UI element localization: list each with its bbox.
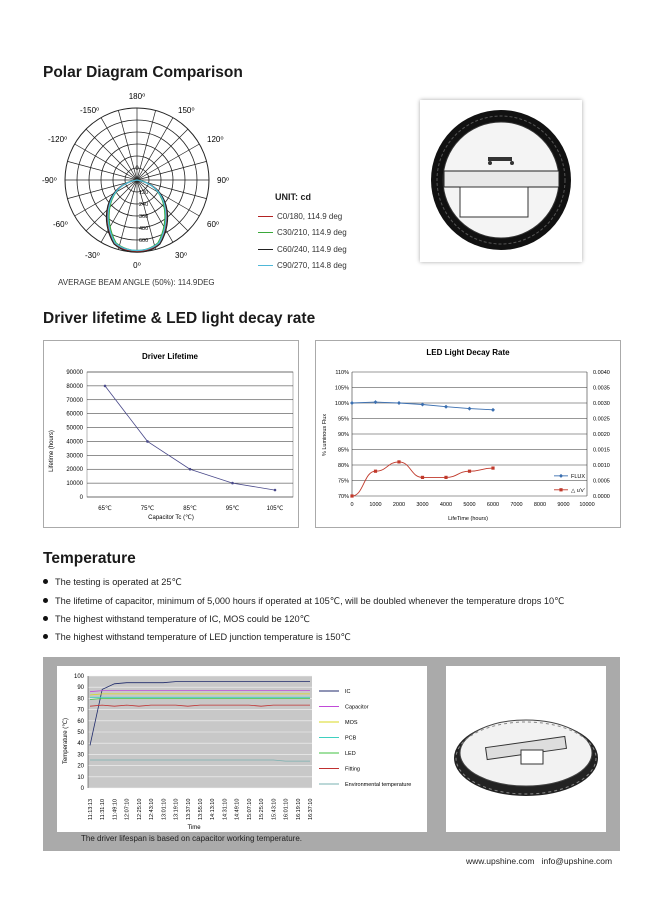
y-tick-label-left: 90% bbox=[337, 432, 349, 438]
legend-label: C90/270, 114.8 deg bbox=[277, 261, 347, 270]
x-tick-label: 12:25:10 bbox=[136, 798, 143, 820]
x-tick-label: 65℃ bbox=[98, 506, 112, 512]
data-point-uv bbox=[421, 476, 424, 479]
legend-label: IC bbox=[345, 689, 351, 695]
data-point-uv bbox=[374, 470, 377, 473]
y-tick-label: 90 bbox=[77, 685, 84, 692]
temperature-bullet bbox=[43, 614, 310, 625]
bullet-text: The testing is operated at 25℃ bbox=[55, 577, 182, 587]
y-tick-label-right: 0.0000 bbox=[593, 494, 610, 500]
data-point-flux bbox=[468, 407, 472, 411]
y-tick-label-left: 100% bbox=[334, 401, 349, 407]
polar-spoke bbox=[137, 129, 188, 180]
x-tick-label: 12:43:10 bbox=[149, 798, 156, 820]
bullet-dot bbox=[43, 579, 48, 584]
temperature-section-title: Temperature bbox=[43, 550, 136, 567]
y-tick-label-right: 0.0025 bbox=[593, 416, 610, 423]
polar-legend-item bbox=[258, 228, 347, 237]
y-tick-label: 20000 bbox=[66, 467, 83, 474]
polar-section-title: Polar Diagram Comparison bbox=[43, 64, 243, 81]
x-axis-label: LifeTime (hours) bbox=[448, 516, 488, 522]
y-tick-label-left: 80% bbox=[337, 463, 349, 469]
x-tick-label: 13:01:10 bbox=[161, 798, 168, 820]
polar-diagram bbox=[40, 88, 250, 278]
driver-lifetime-panel bbox=[43, 340, 299, 528]
chart-title: Driver Lifetime bbox=[141, 352, 199, 361]
x-tick-label: 13:55:10 bbox=[198, 798, 204, 820]
legend-marker bbox=[559, 488, 562, 491]
x-tick-label: 13:37:10 bbox=[185, 798, 192, 820]
bullet-dot bbox=[43, 598, 48, 603]
x-tick-label: 15:43:10 bbox=[271, 798, 278, 820]
y-tick-label: 60000 bbox=[66, 411, 83, 418]
polar-angle-label: 150⁰ bbox=[178, 106, 195, 115]
x-tick-label: 9000 bbox=[557, 502, 570, 508]
polar-angle-label: -30⁰ bbox=[85, 251, 100, 260]
x-tick-label: 8000 bbox=[533, 502, 547, 508]
x-tick-label: 13:19:10 bbox=[173, 798, 180, 820]
legend-label: MOS bbox=[345, 720, 358, 726]
data-point bbox=[274, 489, 277, 492]
y-tick-label: 80000 bbox=[66, 383, 83, 390]
legend-swatch bbox=[258, 232, 273, 233]
data-point-flux bbox=[350, 401, 354, 405]
y-tick-label: 10000 bbox=[66, 481, 83, 488]
y-axis-label: Lifetime (hours) bbox=[49, 430, 55, 472]
polar-angle-label: 30⁰ bbox=[175, 251, 188, 260]
y-tick-label-right: 0.0030 bbox=[593, 401, 610, 407]
data-point-flux bbox=[374, 400, 378, 404]
legend-label: LED bbox=[345, 751, 356, 757]
legend-marker bbox=[559, 474, 563, 478]
y-tick-label-right: 0.0020 bbox=[593, 432, 610, 438]
y-tick-label: 60 bbox=[77, 718, 84, 725]
bullet-text: The lifetime of capacitor, minimum of 5,000 hours if operated at 105℃, will be doubled whenever the temperature drops 10℃ bbox=[55, 596, 565, 606]
y-tick-label-left: 110% bbox=[335, 370, 349, 376]
legend-label: Environmental temperature bbox=[345, 782, 412, 788]
y-tick-label: 70000 bbox=[66, 397, 83, 404]
x-tick-label: 7000 bbox=[510, 502, 523, 508]
y-tick-label: 0 bbox=[79, 495, 83, 501]
data-point-uv bbox=[468, 470, 471, 473]
y-tick-label-right: 0.0015 bbox=[593, 447, 610, 454]
legend-swatch bbox=[258, 216, 273, 217]
x-tick-label: 16:37:10 bbox=[308, 798, 314, 820]
y-tick-label: 50000 bbox=[66, 425, 83, 432]
polar-spoke bbox=[86, 180, 137, 231]
polar-angle-label: -90⁰ bbox=[42, 176, 57, 185]
y-tick-label: 70 bbox=[77, 707, 84, 714]
x-tick-label: 10000 bbox=[579, 502, 595, 508]
polar-radial-label: 120 bbox=[139, 190, 149, 196]
data-point bbox=[146, 440, 149, 443]
y-tick-label-right: 0.0040 bbox=[593, 370, 610, 376]
y-tick-label: 40000 bbox=[66, 439, 83, 446]
temperature-test-band bbox=[43, 657, 620, 851]
temperature-footnote: The driver lifespan is based on capacitor working temperature. bbox=[81, 834, 302, 843]
x-tick-label: 1000 bbox=[369, 502, 382, 508]
polar-radial-label: 480 bbox=[139, 226, 149, 232]
polar-angle-label: 180⁰ bbox=[128, 92, 146, 101]
y-tick-label: 100 bbox=[73, 674, 84, 680]
legend-label: C30/210, 114.9 deg bbox=[277, 228, 347, 237]
x-tick-label: 11:13:13 bbox=[88, 798, 94, 820]
x-tick-label: 11:31:10 bbox=[100, 798, 107, 820]
polar-radial-label: 360 bbox=[139, 214, 149, 220]
y-tick-label: 90000 bbox=[66, 370, 83, 376]
polar-angle-label: -120⁰ bbox=[48, 135, 68, 144]
y-axis-label: % Luminous Flux bbox=[322, 413, 328, 457]
polar-angle-label: 0⁰ bbox=[133, 261, 141, 270]
x-tick-label: 16:19:10 bbox=[295, 798, 302, 820]
legend-label: Capacitor bbox=[345, 704, 369, 711]
x-tick-label: 14:31:10 bbox=[222, 798, 229, 820]
polar-legend-item bbox=[258, 261, 347, 270]
data-point-flux bbox=[397, 401, 401, 405]
temperature-bullet bbox=[43, 577, 182, 588]
legend-label: FLUX bbox=[571, 473, 586, 480]
y-tick-label-left: 70% bbox=[337, 494, 349, 500]
legend-label: △ u'v' bbox=[571, 487, 585, 494]
polar-spoke bbox=[101, 118, 137, 180]
fixture-angle-view-illustration bbox=[446, 666, 606, 832]
polar-spoke bbox=[137, 118, 173, 180]
y-tick-label: 30 bbox=[77, 752, 84, 759]
data-point bbox=[231, 482, 234, 485]
x-tick-label: 14:13:10 bbox=[210, 798, 217, 820]
x-axis-label: Time bbox=[187, 825, 201, 831]
temperature-bullet bbox=[43, 596, 564, 607]
bullet-text: The highest withstand temperature of LED junction temperature is 150℃ bbox=[55, 632, 351, 642]
y-tick-label: 50 bbox=[77, 730, 84, 736]
fixture-top-view-illustration bbox=[420, 100, 582, 262]
polar-spoke bbox=[137, 180, 199, 216]
polar-spoke bbox=[75, 144, 137, 180]
polar-spoke bbox=[86, 129, 137, 180]
x-tick-label: 16:01:10 bbox=[283, 798, 290, 820]
led-decay-chart bbox=[316, 341, 620, 527]
polar-angle-label: -150⁰ bbox=[80, 106, 100, 115]
product-photo-angle bbox=[446, 666, 606, 832]
footer-contact: www.upshine.com info@upshine.com bbox=[466, 856, 613, 866]
data-point-uv bbox=[444, 476, 447, 479]
temperature-bullet bbox=[43, 632, 351, 643]
data-point-uv bbox=[491, 467, 494, 470]
polar-center-label: 0 bbox=[135, 166, 139, 172]
x-tick-label: 4000 bbox=[439, 502, 453, 508]
led-decay-panel bbox=[315, 340, 621, 528]
y-tick-label: 40 bbox=[77, 741, 84, 748]
legend-label: PCB bbox=[345, 735, 357, 742]
y-tick-label: 80 bbox=[77, 696, 84, 703]
polar-spoke bbox=[75, 180, 137, 216]
driver-lifetime-chart bbox=[44, 341, 298, 527]
x-tick-label: 75℃ bbox=[140, 506, 155, 512]
y-axis-label: Temperature (℃) bbox=[63, 717, 69, 765]
y-tick-label-left: 95% bbox=[337, 416, 349, 423]
y-tick-label-right: 0.0035 bbox=[593, 385, 610, 392]
polar-radial-label: 240 bbox=[139, 202, 149, 208]
data-point-flux bbox=[444, 405, 448, 409]
legend-swatch bbox=[258, 265, 273, 266]
unit-label: UNIT: cd bbox=[275, 192, 311, 202]
y-tick-label-left: 105% bbox=[334, 385, 349, 392]
legend-label: C60/240, 114.9 deg bbox=[277, 245, 347, 254]
x-tick-label: 3000 bbox=[416, 502, 429, 508]
x-tick-label: 85℃ bbox=[183, 506, 197, 512]
data-point-flux bbox=[491, 408, 495, 412]
lifetime-section-title: Driver lifetime & LED light decay rate bbox=[43, 310, 316, 327]
polar-angle-label: 60⁰ bbox=[207, 220, 220, 229]
polar-legend-item bbox=[258, 245, 347, 254]
plot-area bbox=[87, 372, 293, 497]
x-tick-label: 15:25:10 bbox=[259, 798, 266, 820]
data-point bbox=[189, 468, 192, 471]
x-tick-label: 6000 bbox=[486, 502, 500, 508]
temperature-chart bbox=[57, 666, 427, 832]
bullet-dot bbox=[43, 616, 48, 621]
legend-label: C0/180, 114.9 deg bbox=[277, 212, 343, 221]
y-tick-label: 30000 bbox=[66, 453, 83, 460]
x-tick-label: 2000 bbox=[392, 502, 406, 508]
polar-angle-label: 90⁰ bbox=[217, 176, 230, 185]
x-tick-label: 105℃ bbox=[266, 506, 284, 512]
x-tick-label: 15:07:10 bbox=[246, 798, 253, 820]
chart-title: LED Light Decay Rate bbox=[426, 348, 510, 357]
y-tick-label: 20 bbox=[77, 763, 84, 770]
temperature-chart-panel bbox=[57, 666, 427, 832]
x-tick-label: 12:07:10 bbox=[124, 798, 131, 820]
y-tick-label: 10 bbox=[77, 774, 84, 781]
polar-spoke bbox=[137, 144, 199, 180]
bullet-dot bbox=[43, 634, 48, 639]
x-tick-label: 14:49:10 bbox=[234, 798, 241, 820]
legend-label: Fitting bbox=[345, 766, 360, 773]
y-tick-label-right: 0.0005 bbox=[593, 478, 610, 485]
polar-angle-label: -60⁰ bbox=[53, 220, 68, 229]
y-tick-label: 0 bbox=[80, 786, 84, 792]
data-point-uv bbox=[397, 460, 400, 463]
legend-swatch bbox=[258, 249, 273, 250]
x-tick-label: 11:49:10 bbox=[112, 798, 119, 820]
y-tick-label-left: 85% bbox=[337, 447, 349, 454]
y-tick-label-left: 75% bbox=[337, 478, 349, 485]
x-tick-label: 5000 bbox=[463, 502, 476, 508]
beam-angle-note: AVERAGE BEAM ANGLE (50%): 114.9DEG bbox=[58, 278, 215, 287]
y-tick-label-right: 0.0010 bbox=[593, 463, 610, 469]
bullet-text: The highest withstand temperature of IC, MOS could be 120℃ bbox=[55, 614, 310, 624]
polar-radial-label: 600 bbox=[139, 238, 149, 244]
data-point bbox=[104, 385, 107, 388]
x-tick-label: 0 bbox=[350, 502, 354, 508]
x-axis-label: Capacitor Tc (℃) bbox=[148, 515, 194, 521]
polar-angle-label: 120⁰ bbox=[207, 135, 224, 144]
product-photo-top bbox=[420, 100, 582, 262]
polar-legend-item bbox=[258, 212, 342, 221]
data-point-uv bbox=[350, 494, 353, 497]
x-tick-label: 95℃ bbox=[225, 506, 240, 512]
